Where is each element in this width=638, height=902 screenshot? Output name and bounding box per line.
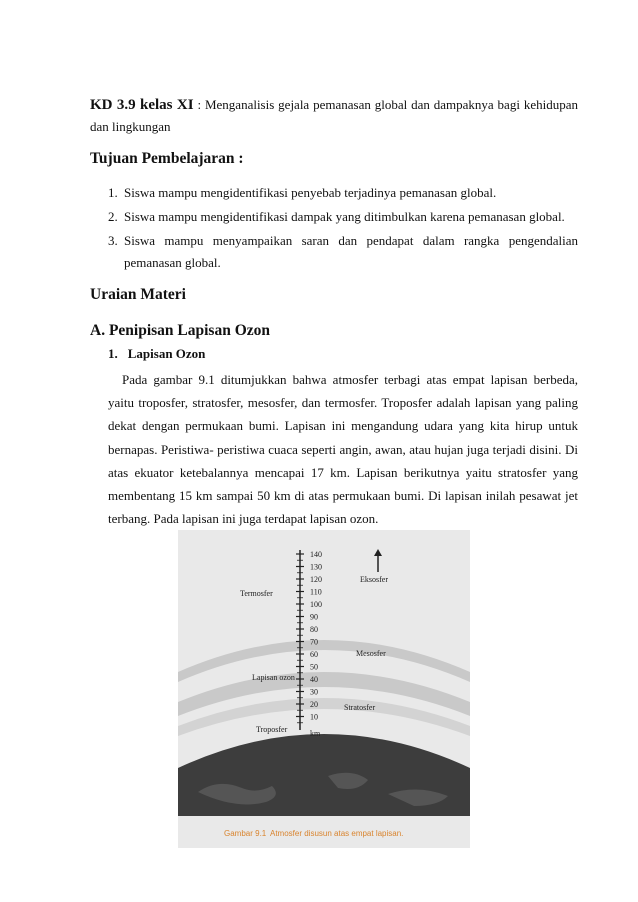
- kd-label: KD 3.9 kelas XI: [90, 97, 194, 113]
- label-mesosfer: Mesosfer: [356, 649, 386, 658]
- scale-tick-label: 60: [310, 650, 318, 659]
- list-item: 3. Siswa mampu menyampaikan saran dan pendapat dalam rangka pengendalian pemanasan global.: [108, 233, 578, 270]
- scale-tick-label: 70: [310, 637, 318, 647]
- scale-tick-label: 20: [310, 700, 318, 709]
- scale-tick-label: 140: [310, 550, 322, 559]
- objectives-heading: Tujuan Pembelajaran :: [90, 150, 244, 167]
- scale-tick-label: 50: [310, 662, 318, 672]
- label-troposfer: Troposfer: [256, 725, 288, 734]
- subsection-title: 1. Lapisan Ozon: [108, 346, 206, 361]
- label-termosfer: Termosfer: [240, 589, 273, 598]
- material-heading: Uraian Materi: [90, 286, 186, 303]
- scale-tick-label: 90: [310, 612, 318, 622]
- label-stratosfer: Stratosfer: [344, 703, 376, 712]
- objectives-list: [90, 182, 578, 276]
- scale-tick-label: 130: [310, 562, 322, 572]
- list-item: 2. Siswa mampu mengidentifikasi dampak yang ditimbulkan karena pemanasan global.: [108, 209, 565, 224]
- caption-text: Atmosfer disusun atas empat lapisan.: [270, 829, 404, 838]
- kd-text: : Menganalisis gejala pemanasan global dan dampaknya bagi kehidupan dan lingkungan: [90, 97, 578, 134]
- scale-tick-label: 10: [310, 712, 318, 722]
- label-lapisan-ozon: Lapisan ozon: [252, 673, 295, 682]
- scale-tick-label: 40: [310, 675, 318, 684]
- kd-statement: [90, 94, 578, 138]
- scale-tick-label: 100: [310, 600, 322, 609]
- caption-label: Gambar 9.1: [224, 829, 267, 838]
- scale-tick-label: 110: [310, 587, 322, 597]
- section-title: A. Penipisan Lapisan Ozon: [90, 322, 271, 339]
- atmosphere-figure: [178, 530, 470, 848]
- body-paragraph: Pada gambar 9.1 ditumjukkan bahwa atmosfer terbagi atas empat lapisan berbeda, yaitu troposfer, stratosfer, mesosfer, dan termosfer. Troposfer adalah lapisan yang paling dekat dengan permukaan bumi. Lapisan ini mengandung udara yang kita hirup untuk bernapas. Peristiwa- peristiwa cuaca seperti angin, awan, atau hujan juga terjadi disini. Di atas ekuator ketebalannya mencapai 17 km. Lapisan berikutnya yaitu stratosfer yang membentang 15 km sampai 50 km di atas permukaan bumi. Di lapisan inilah pesawat jet terbang. Pada lapisan ini juga terdapat lapisan ozon.: [108, 372, 578, 527]
- scale-tick-label: 30: [310, 687, 318, 697]
- scale-unit: km: [310, 729, 321, 738]
- scale-tick-label: 120: [310, 575, 322, 584]
- list-item: 1. Siswa mampu mengidentifikasi penyebab terjadinya pemanasan global.: [108, 185, 497, 200]
- label-eksosfer: Eksosfer: [360, 575, 388, 584]
- scale-tick-label: 80: [310, 625, 318, 634]
